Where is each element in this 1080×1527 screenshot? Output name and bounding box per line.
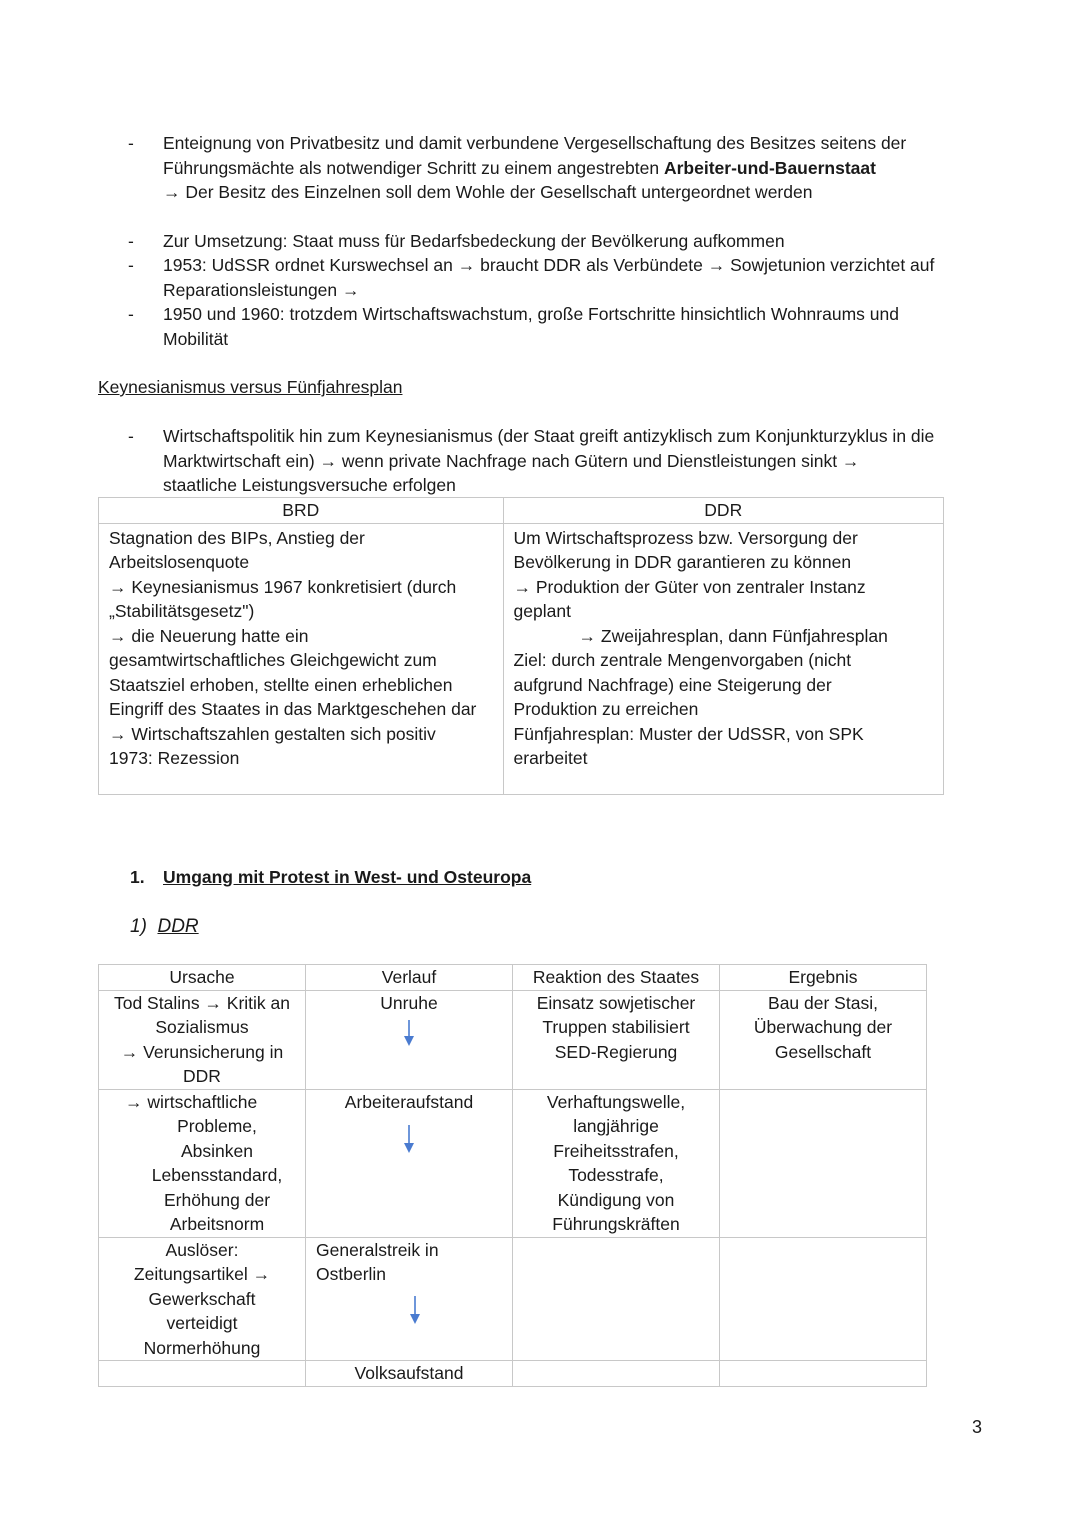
- bullet-1950-line2: Mobilität: [163, 328, 229, 349]
- cell-ursache: [99, 1361, 306, 1387]
- header-ergebnis: Ergebnis: [720, 965, 927, 991]
- bullet-wirtschaftspolitik: [163, 424, 983, 498]
- cell-verlauf: [306, 990, 513, 1089]
- verlauf-line: Unruhe: [380, 992, 438, 1013]
- heading-protest-number: 1.: [130, 867, 145, 887]
- ergebnis-line: Bau der Stasi,: [768, 992, 878, 1013]
- verlauf-line: Volksaufstand: [354, 1363, 464, 1383]
- ddr-line: aufgrund Nachfrage) eine Steigerung der: [513, 674, 832, 695]
- verlauf-line: Generalstreik in: [316, 1239, 439, 1260]
- reaktion-line: Todesstrafe,: [568, 1165, 664, 1185]
- brd-line: 1973: Rezession: [109, 748, 240, 768]
- ursache-line: Zeitungsartikel →: [133, 1264, 271, 1284]
- bullet-enteignung: [163, 131, 983, 205]
- brd-line: „Stabilitätsgesetz"): [109, 601, 255, 621]
- ursache-line: Tod Stalins → Kritik an: [113, 992, 291, 1013]
- section-title-keynes: Keynesianismus versus Fünfjahresplan: [98, 377, 403, 397]
- cell-ergebnis: [720, 1361, 927, 1387]
- reaktion-line: Kündigung von: [557, 1189, 675, 1210]
- subheading-ddr-number: 1): [130, 916, 147, 937]
- cell-reaktion: [513, 1361, 720, 1387]
- cell-ergebnis: [720, 1089, 927, 1237]
- bullet-enteignung-sub: → Der Besitz des Einzelnen soll dem Wohle der Gesellschaft untergeordnet werden: [163, 182, 813, 202]
- ergebnis-line: Gesellschaft: [774, 1041, 872, 1062]
- header-brd: BRD: [99, 498, 504, 524]
- brd-ddr-body-row: [99, 523, 944, 794]
- brd-line: → Keynesianismus 1967 konkretisiert (durch: [109, 576, 457, 597]
- brd-line: gesamtwirtschaftliches Gleichgewicht zum: [109, 650, 437, 670]
- ursache-line: Probleme,: [177, 1116, 257, 1136]
- brd-line: → die Neuerung hatte ein: [109, 625, 309, 646]
- header-ddr: DDR: [503, 498, 943, 524]
- cell-ddr: [503, 523, 943, 794]
- header-verlauf: Verlauf: [306, 965, 513, 991]
- verlauf-line: Ostberlin: [316, 1264, 387, 1284]
- bullet-dash: -: [128, 426, 134, 446]
- cell-verlauf: [306, 1089, 513, 1237]
- reaktion-line: Verhaftungswelle,: [546, 1091, 686, 1112]
- ddr-line: erarbeitet: [513, 748, 588, 768]
- cell-ursache: [99, 990, 306, 1089]
- subheading-ddr-text: DDR: [157, 916, 199, 937]
- reaktion-line: Führungskräften: [552, 1214, 680, 1234]
- heading-protest: [130, 865, 531, 890]
- ursache-line: Normerhöhung: [143, 1337, 261, 1358]
- protest-row: [99, 1361, 927, 1387]
- bullet-1953: [163, 253, 983, 302]
- bullet-1950: [163, 302, 983, 351]
- ddr-line: → Zweijahresplan, dann Fünfjahresplan: [578, 625, 888, 646]
- subheading-ddr: [130, 915, 199, 940]
- ddr-line: Fünfjahresplan: Muster der UdSSR, von SPK: [513, 723, 864, 744]
- brd-ddr-header-row: [99, 498, 944, 524]
- down-arrow-icon: [408, 1295, 422, 1325]
- brd-line: Staatsziel erhoben, stellte einen erheblichen: [109, 674, 453, 695]
- cell-brd: [99, 523, 504, 794]
- ursache-line: Sozialismus: [155, 1017, 249, 1037]
- bullet-wirtschaftspolitik-line1: Wirtschaftspolitik hin zum Keynesianismus (der Staat greift antizyklisch zum Konjunkturzyklus in die: [163, 426, 935, 446]
- cell-reaktion: [513, 1089, 720, 1237]
- protest-row: [99, 1237, 927, 1361]
- bullet-1953-line1: 1953: UdSSR ordnet Kurswechsel an → braucht DDR als Verbündete → Sowjetunion verzichtet auf: [163, 255, 935, 275]
- ddr-line: Produktion zu erreichen: [513, 699, 699, 719]
- ursache-line: Gewerkschaft: [148, 1288, 256, 1309]
- brd-ddr-table: [98, 497, 944, 795]
- brd-line: Stagnation des BIPs, Anstieg der: [109, 527, 365, 548]
- bullet-wirtschaftspolitik-line2: Marktwirtschaft ein) → wenn private Nachfrage nach Gütern und Dienstleistungen sinkt →: [163, 450, 860, 471]
- protest-row: [99, 1089, 927, 1237]
- reaktion-line: SED-Regierung: [554, 1041, 678, 1062]
- ursache-line: Absinken: [181, 1140, 253, 1161]
- ursache-line: Erhöhung der: [163, 1189, 271, 1210]
- down-arrow-icon: [402, 1019, 416, 1047]
- cell-ergebnis: [720, 1237, 927, 1361]
- cell-reaktion: [513, 1237, 720, 1361]
- bullet-enteignung-line2-text: Führungsmächte als notwendiger Schritt zu einem angestrebten: [163, 157, 664, 178]
- reaktion-line: Freiheitsstrafen,: [553, 1140, 679, 1161]
- ursache-line: Arbeitsnorm: [169, 1214, 265, 1234]
- bullet-enteignung-bold: Arbeiter-und-Bauernstaat: [663, 157, 876, 178]
- header-ursache: Ursache: [99, 965, 306, 991]
- reaktion-line: Einsatz sowjetischer: [536, 992, 696, 1013]
- reaktion-line: Truppen stabilisiert: [542, 1017, 690, 1037]
- cell-ursache: [99, 1089, 306, 1237]
- cell-ursache: [99, 1237, 306, 1361]
- protest-header-row: [99, 965, 927, 991]
- brd-line: Arbeitslosenquote: [109, 552, 250, 572]
- cell-verlauf: [306, 1237, 513, 1361]
- ddr-line: geplant: [513, 601, 571, 621]
- bullet-1953-line2: Reparationsleistungen →: [163, 279, 360, 300]
- protest-row: [99, 990, 927, 1089]
- heading-protest-text: Umgang mit Protest in West- und Osteuropa: [163, 867, 532, 887]
- ursache-line: verteidigt: [166, 1313, 238, 1333]
- reaktion-line: langjährige: [573, 1116, 659, 1136]
- header-reaktion: Reaktion des Staates: [513, 965, 720, 991]
- ursache-line: DDR: [183, 1066, 221, 1086]
- ursache-line: Auslöser:: [165, 1239, 239, 1260]
- cell-reaktion: [513, 990, 720, 1089]
- ursache-line: → wirtschaftliche: [125, 1091, 258, 1112]
- bullet-1950-line1: 1950 und 1960: trotzdem Wirtschaftswachstum, große Fortschritte hinsichtlich Wohnraums und: [163, 304, 899, 324]
- bullet-enteignung-line2: [163, 156, 983, 181]
- ddr-line: Um Wirtschaftsprozess bzw. Versorgung der: [513, 527, 858, 548]
- page-number: 3: [972, 1417, 983, 1437]
- bullet-dash: -: [128, 133, 134, 153]
- down-arrow-icon: [402, 1124, 416, 1154]
- ursache-line: → Verunsicherung in: [120, 1041, 284, 1062]
- verlauf-line: Arbeiteraufstand: [344, 1091, 474, 1112]
- ddr-line: → Produktion der Güter von zentraler Instanz: [513, 576, 866, 597]
- bullet-dash: -: [128, 231, 134, 251]
- ddr-line: Bevölkerung in DDR garantieren zu können: [513, 552, 852, 572]
- ergebnis-line: Überwachung der: [753, 1017, 893, 1037]
- bullet-dash: -: [128, 255, 134, 275]
- brd-line: Eingriff des Staates in das Marktgeschehen dar: [109, 699, 477, 719]
- brd-line: → Wirtschaftszahlen gestalten sich positiv: [109, 723, 436, 744]
- ursache-line: Lebensstandard,: [151, 1165, 283, 1185]
- cell-verlauf: [306, 1361, 513, 1387]
- protest-table: [98, 964, 927, 1387]
- bullet-dash: -: [128, 304, 134, 324]
- bullet-wirtschaftspolitik-line3: staatliche Leistungsversuche erfolgen: [163, 475, 456, 495]
- bullet-enteignung-line1: Enteignung von Privatbesitz und damit verbundene Vergesellschaftung des Besitzes seitens der: [163, 133, 907, 153]
- cell-ergebnis: [720, 990, 927, 1089]
- ddr-line: Ziel: durch zentrale Mengenvorgaben (nicht: [513, 650, 852, 670]
- bullet-umsetzung: Zur Umsetzung: Staat muss für Bedarfsbedeckung der Bevölkerung aufkommen: [163, 231, 785, 251]
